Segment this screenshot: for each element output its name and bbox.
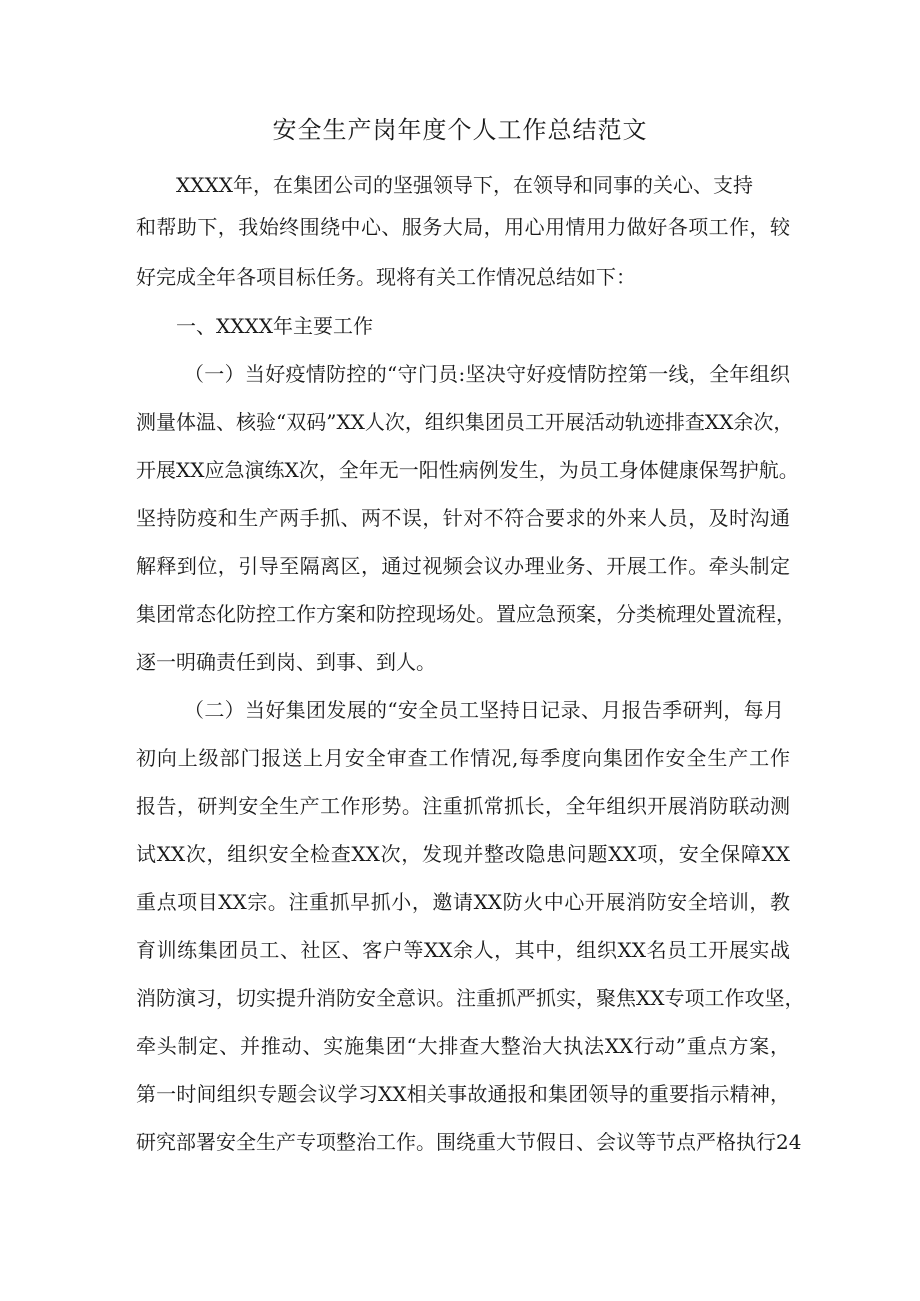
paragraph-line: 试XX次，组织安全检查XX次，发现并整改隐患问题XX项，安全保障XX — [136, 842, 790, 866]
paragraph-line: 坚持防疫和生产两手抓、两不误，针对不符合要求的外来人员，及时沟通 — [136, 506, 790, 530]
paragraph-line: 开展XX应急演练X次，全年无一阳性病例发生，为员工身体健康保驾护航。 — [136, 458, 799, 482]
document-title: 安全生产岗年度个人工作总结范文 — [272, 116, 648, 144]
paragraph-line: 牵头制定、并推动、实施集团“大排查大整治大执法XX行动”重点方案， — [136, 1034, 790, 1058]
paragraph-line: （一）当好疫情防控的“守门员:坚决守好疫情防控第一线，全年组织 — [184, 362, 790, 386]
section-heading: 一、XXXX年主要工作 — [176, 314, 373, 338]
paragraph-line: 解释到位，引导至隔离区，通过视频会议办理业务、开展工作。牵头制定 — [136, 554, 790, 578]
paragraph-line: 报告，研判安全生产工作形势。注重抓常抓长，全年组织开展消防联动测 — [136, 794, 790, 818]
paragraph-line: XXXX年，在集团公司的坚强领导下，在领导和同事的关心、支持 — [176, 173, 753, 197]
paragraph-line: 测量体温、核验“双码”XX人次，组织集团员工开展活动轨迹排查XX余次， — [136, 410, 794, 434]
paragraph-line: （二）当好集团发展的“安全员工坚持日记录、月报告季研判，每月 — [184, 698, 784, 722]
paragraph-line: 初向上级部门报送上月安全审查工作情况,每季度向集团作安全生产工作 — [136, 746, 790, 770]
paragraph-line: 和帮助下，我始终围绕中心、服务大局，用心用情用力做好各项工作，较 — [136, 215, 790, 239]
paragraph-line: 研究部署安全生产专项整治工作。围绕重大节假日、会议等节点严格执行24 — [136, 1130, 802, 1154]
paragraph-line: 重点项目XX宗。注重抓早抓小，邀请XX防火中心开展消防安全培训，教 — [136, 890, 790, 914]
paragraph-line: 集团常态化防控工作方案和防控现场处。置应急预案，分类梳理处置流程， — [136, 602, 796, 626]
paragraph-line: 好完成全年各项目标任务。现将有关工作情况总结如下： — [136, 265, 636, 289]
paragraph-line: 消防演习，切实提升消防安全意识。注重抓严抓实，聚焦XX专项工作攻坚， — [136, 986, 805, 1010]
paragraph-line: 育训练集团员工、社区、客户等XX余人，其中，组织XX名员工开展实战 — [136, 938, 790, 962]
paragraph-line: 逐一明确责任到岗、到事、到人。 — [136, 650, 436, 674]
paragraph-line: 第一时间组织专题会议学习XX相关事故通报和集团领导的重要指示精神， — [136, 1082, 790, 1106]
